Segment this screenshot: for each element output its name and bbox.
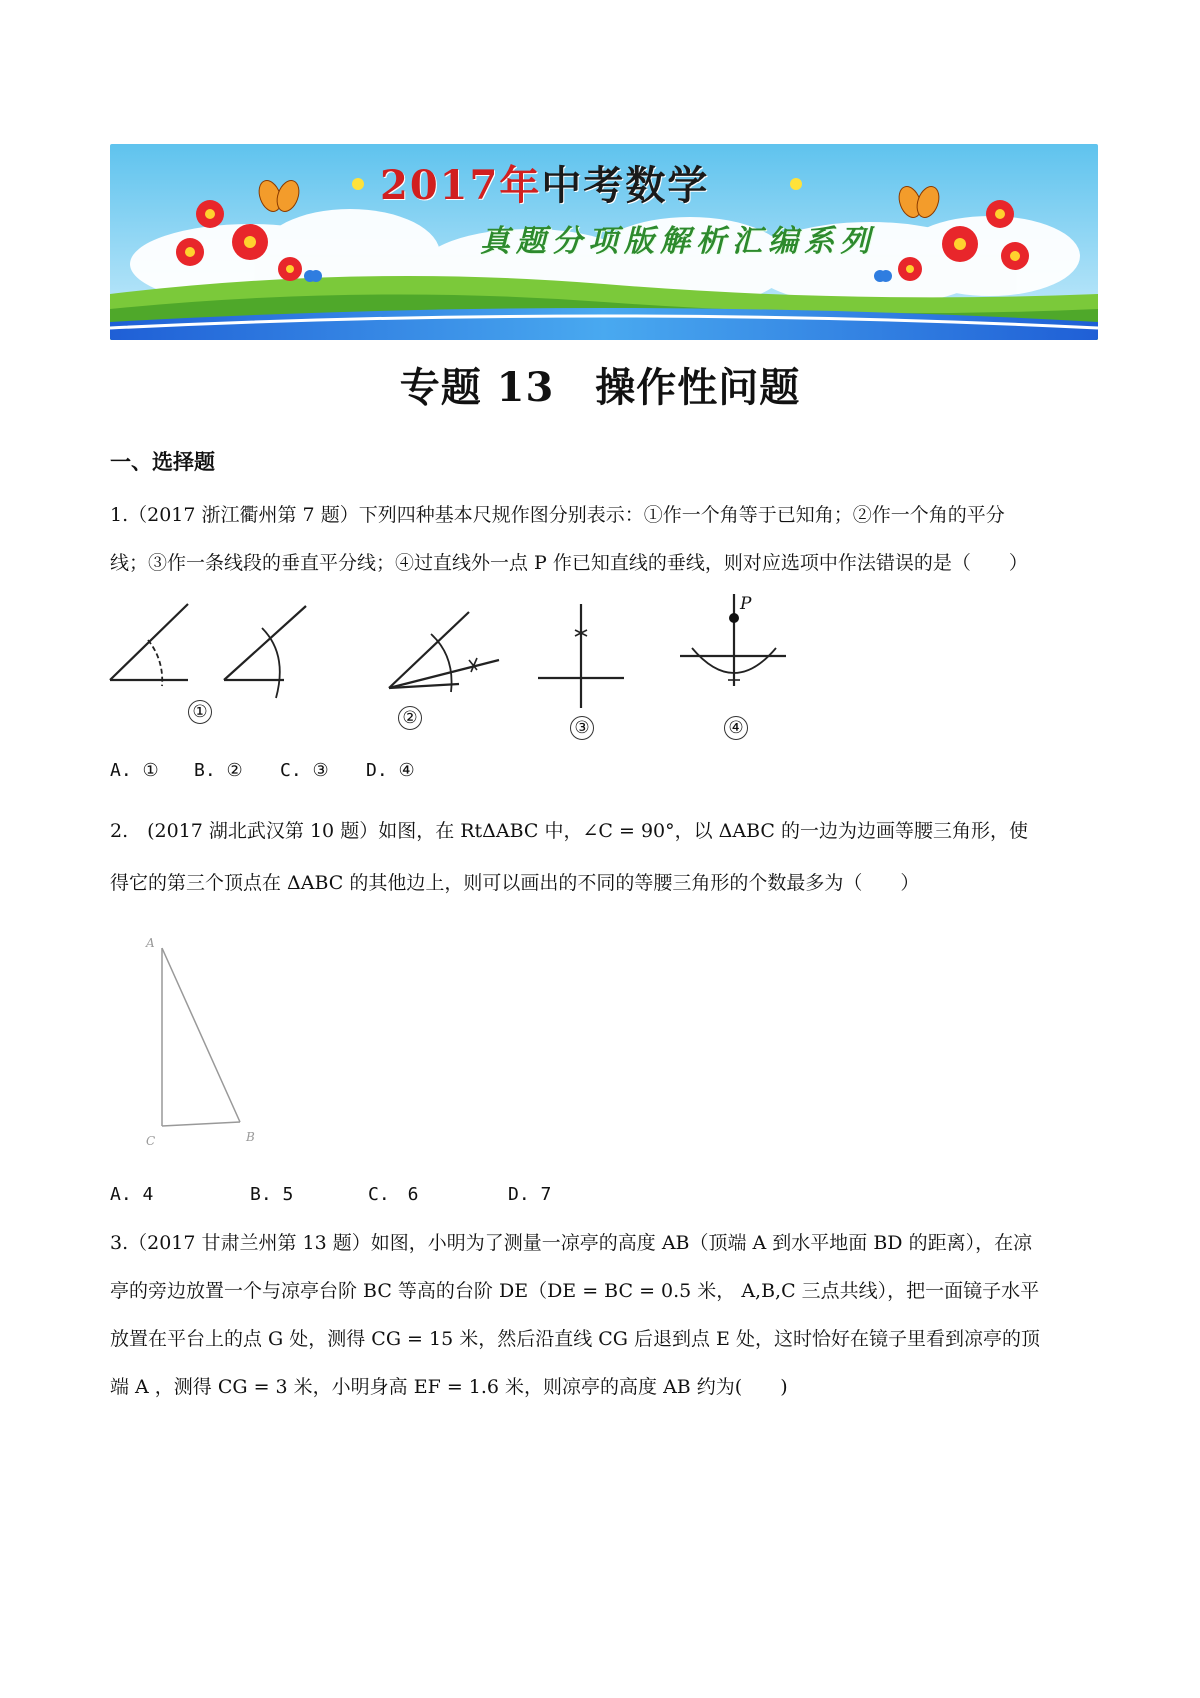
q1-option-a[interactable]: A. ① (110, 760, 159, 781)
q3-line-1: 3.（2017 甘肃兰州第 13 题）如图，小明为了测量一凉亭的高度 AB（顶端 A 到水平地面 BD 的距离），在凉 (110, 1232, 1033, 1254)
q1-line-1: 1.（2017 浙江衢州第 7 题）下列四种基本尺规作图分别表示：①作一个角等于已知角；②作一个角的平分 (110, 504, 1005, 526)
q2-vertex-c-label: C (146, 1134, 156, 1148)
banner-title (380, 154, 709, 211)
q1-figure-label-2: ② (398, 706, 422, 730)
q1-option-c[interactable]: C. ③ (280, 760, 329, 781)
banner-title-rest: 中考数学 (541, 162, 710, 209)
q2-option-a[interactable]: A. 4 (110, 1184, 154, 1205)
q1-figure-1b (222, 600, 312, 710)
q1-option-b[interactable]: B. ② (194, 760, 243, 781)
q2-options (110, 1180, 588, 1206)
q1-line-2: 线；③作一条线段的垂直平分线；④过直线外一点 P 作已知直线的垂线，则对应选项中作法错误的是（ ） (110, 552, 1028, 574)
q1-figure-4 (680, 594, 790, 694)
q3-line-4: 端 A ，测得 CG = 3 米，小明身高 EF = 1.6 米，则凉亭的高度 AB 约为( ) (110, 1376, 788, 1398)
q2-option-c[interactable]: C. 6 (368, 1184, 419, 1205)
q1-point-p-label: P (740, 594, 752, 614)
q1-options (110, 760, 452, 781)
q2-vertex-b-label: B (246, 1130, 255, 1144)
q3-line-3: 放置在平台上的点 G 处，测得 CG = 15 米，然后沿直线 CG 后退到点 E 处，这时恰好在镜子里看到凉亭的顶 (110, 1328, 1040, 1350)
header-banner (110, 144, 1098, 340)
q1-figure-2 (385, 600, 505, 700)
q2-vertex-a-label: A (146, 936, 155, 950)
banner-title-year: 2017年 (380, 162, 542, 209)
q1-figure-1 (108, 600, 198, 690)
q2-option-d[interactable]: D. 7 (508, 1184, 552, 1205)
q2-line-1: 2. (2017 湖北武汉第 10 题）如图，在 RtΔABC 中，∠C = 90°，以 ΔABC 的一边为边画等腰三角形，使 (110, 820, 1029, 842)
q1-figure-label-4: ④ (724, 716, 748, 740)
document-title: 专题 13 操作性问题 (399, 364, 801, 411)
q1-figure-label-1: ① (188, 700, 212, 724)
section-heading: 一、选择题 (110, 450, 215, 474)
q1-option-d[interactable]: D. ④ (366, 760, 415, 781)
q1-figure-3 (538, 600, 628, 710)
banner-subtitle: 真题分项版解析汇编系列 (480, 224, 876, 259)
q2-triangle-figure (140, 930, 280, 1150)
q2-line-2: 得它的第三个顶点在 ΔABC 的其他边上，则可以画出的不同的等腰三角形的个数最多为（ ） (110, 872, 920, 894)
q1-figure-label-3: ③ (570, 716, 594, 740)
q2-option-b[interactable]: B. 5 (250, 1184, 294, 1205)
q3-line-2: 亭的旁边放置一个与凉亭台阶 BC 等高的台阶 DE（DE = BC = 0.5 米， A,B,C 三点共线），把一面镜子水平 (110, 1280, 1040, 1302)
